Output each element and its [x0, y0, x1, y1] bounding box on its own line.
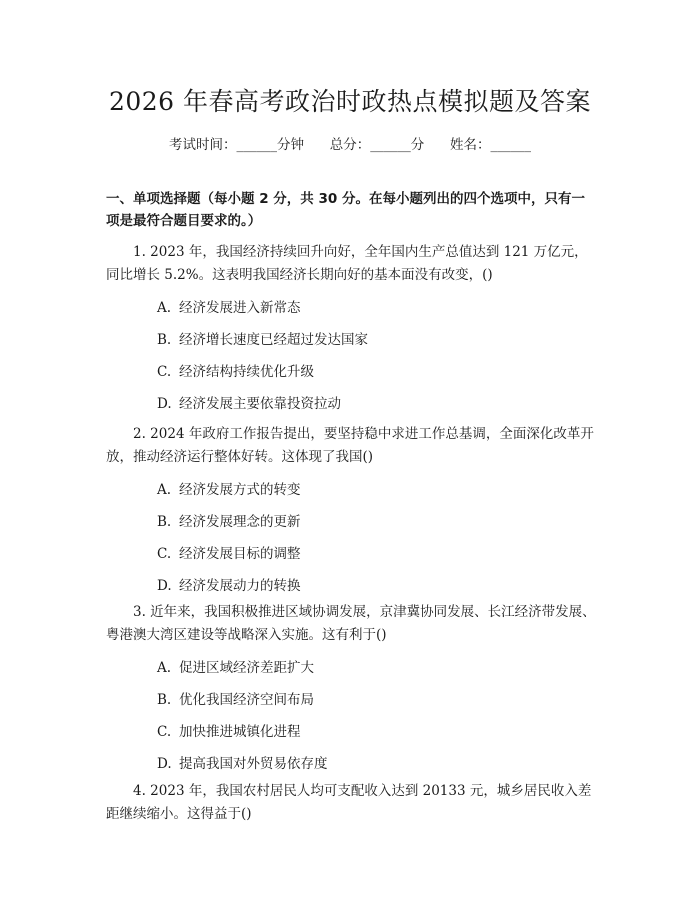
option-text: 经济发展进入新常态: [179, 300, 301, 316]
question-3-stem: 3. 近年来，我国积极推进区域协调发展，京津冀协同发展、长江经济带发展、粤港澳大湾区建设等战略深入实施。这有利于(): [106, 604, 596, 643]
option-text: 加快推进城镇化进程: [179, 724, 301, 740]
question-1-option-d: [157, 392, 341, 412]
question-1-stem: 1. 2023 年，我国经济持续回升向好，全年国内生产总值达到 121 万亿元，同比增长 5.2%。这表明我国经济长期向好的基本面没有改变，(): [106, 244, 588, 283]
question-1-option-b: [157, 328, 368, 348]
option-text: 经济发展理念的更新: [179, 514, 301, 530]
option-letter: C.: [157, 364, 172, 380]
option-letter: D.: [157, 396, 172, 412]
question-1-option-a: [157, 296, 301, 316]
question-2-stem: 2. 2024 年政府工作报告提出，要坚持稳中求进工作总基调，全面深化改革开放，推动经济运行整体好转。这体现了我国(): [106, 426, 594, 465]
option-text: 提高我国对外贸易依存度: [179, 756, 328, 772]
option-letter: A.: [157, 300, 172, 316]
question-2-option-a: [157, 478, 301, 498]
option-letter: D.: [157, 756, 172, 772]
option-letter: D.: [157, 578, 172, 594]
option-text: 经济结构持续优化升级: [179, 364, 314, 380]
question-3-option-d: [157, 752, 328, 772]
question-2-option-d: [157, 574, 301, 594]
option-letter: A.: [157, 482, 172, 498]
option-text: 经济发展目标的调整: [179, 546, 301, 562]
document-title: 2026 年春高考政治时政热点模拟题及答案: [108, 87, 592, 116]
option-letter: B.: [157, 332, 172, 348]
option-letter: A.: [157, 660, 172, 676]
option-text: 经济发展主要依靠投资拉动: [179, 396, 341, 412]
question-3-option-a: [157, 656, 314, 676]
question-2-option-c: [157, 542, 301, 562]
option-letter: B.: [157, 692, 172, 708]
section-heading: 一、单项选择题（每小题 2 分，共 30 分。在每小题列出的四个选项中，只有一项是最符合题目要求的。）: [106, 191, 585, 229]
question-3-option-b: [157, 688, 314, 708]
option-letter: C.: [157, 724, 172, 740]
option-letter: B.: [157, 514, 172, 530]
option-text: 促进区域经济差距扩大: [179, 660, 314, 676]
option-letter: C.: [157, 546, 172, 562]
question-1-option-c: [157, 360, 314, 380]
option-text: 经济增长速度已经超过发达国家: [179, 332, 368, 348]
option-text: 经济发展动力的转换: [179, 578, 301, 594]
option-text: 优化我国经济空间布局: [179, 692, 314, 708]
exam-info-line: 考试时间：______分钟 总分：______分 姓名：______: [169, 137, 531, 153]
question-4-stem: 4. 2023 年，我国农村居民人均可支配收入达到 20133 元，城乡居民收入差距继续缩小。这得益于(): [106, 783, 592, 822]
question-3-option-c: [157, 720, 301, 740]
question-2-option-b: [157, 510, 301, 530]
option-text: 经济发展方式的转变: [179, 482, 301, 498]
